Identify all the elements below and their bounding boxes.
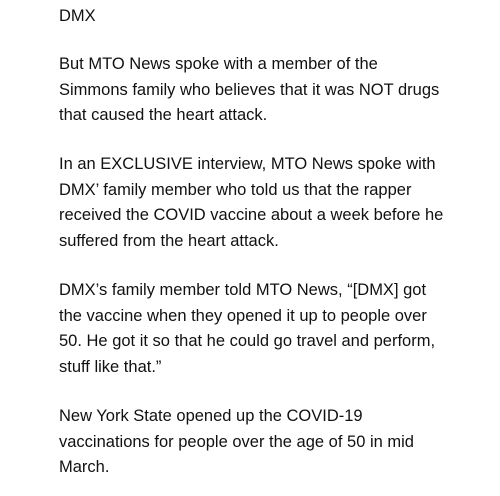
paragraph-line: New York State opened up the COVID-19 xyxy=(59,407,363,425)
paragraph-line: DMX xyxy=(59,7,96,25)
paragraph-line: In an EXCLUSIVE interview, MTO News spoke with xyxy=(59,155,436,173)
paragraph-line: vaccinations for people over the age of 50 in mid xyxy=(59,432,414,451)
paragraph-line: the vaccine when they opened it up to people over xyxy=(59,306,427,325)
paragraph xyxy=(59,152,489,254)
paragraph xyxy=(59,404,489,481)
paragraph xyxy=(59,52,489,129)
paragraph-line: stuff like that.” xyxy=(59,357,162,376)
paragraph-line: 50. He got it so that he could go travel and perform, xyxy=(59,332,436,350)
paragraph-line: that caused the heart attack. xyxy=(59,106,268,124)
paragraph-line: Simmons family who believes that it was NOT drugs xyxy=(59,80,440,99)
paragraph-line: received the COVID vaccine about a week before he xyxy=(59,206,444,224)
paragraph-heading xyxy=(59,4,489,30)
paragraph-line: But MTO News spoke with a member of the xyxy=(59,55,378,73)
paragraph-line: DMX’s family member told MTO News, “[DMX] got xyxy=(59,281,427,299)
paragraph-line: March. xyxy=(59,458,110,476)
paragraph xyxy=(59,278,489,380)
paragraph-line: DMX’ family member who told us that the rapper xyxy=(59,180,412,199)
paragraph-line: suffered from the heart attack. xyxy=(59,231,279,250)
